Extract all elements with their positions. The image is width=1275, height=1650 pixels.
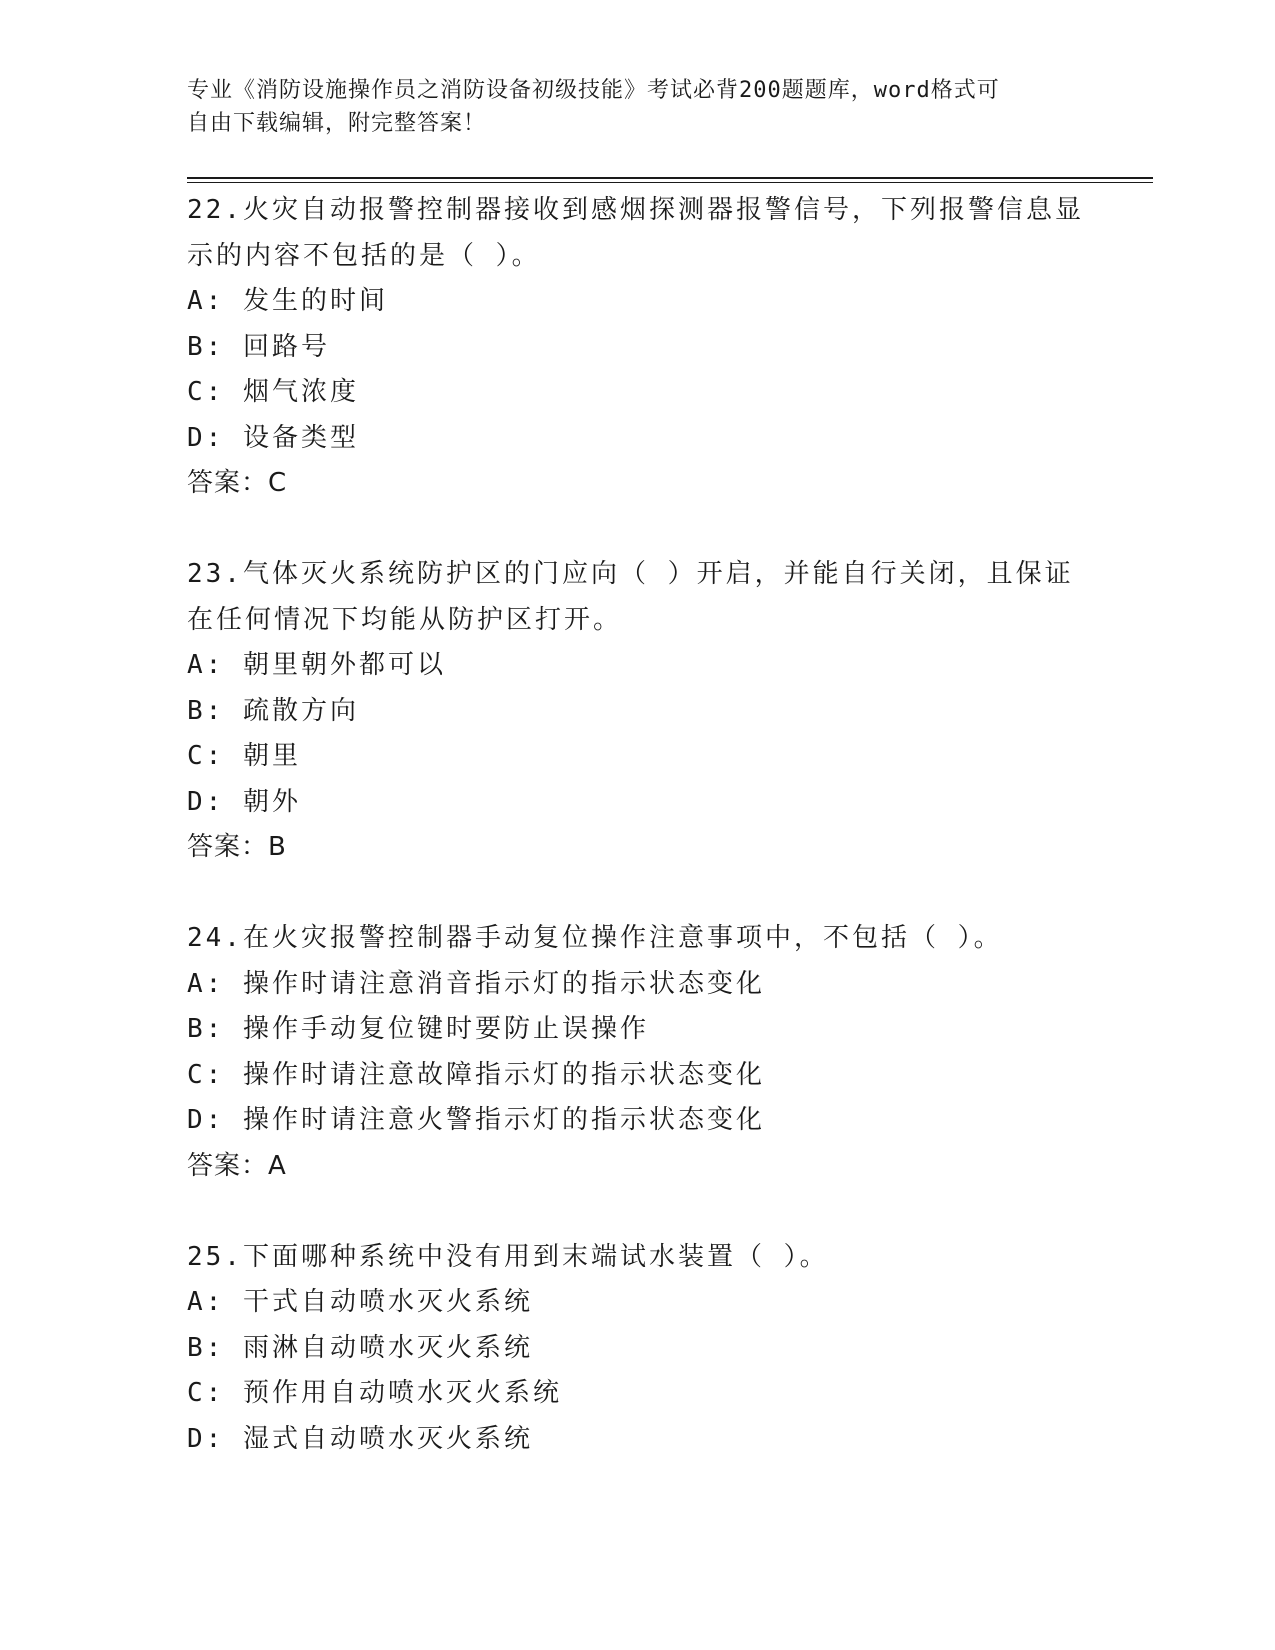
option-c: C: 操作时请注意故障指示灯的指示状态变化 bbox=[187, 1059, 765, 1090]
option-b: B: 雨淋自动喷水灭火系统 bbox=[187, 1332, 533, 1363]
question-stem-line: 24.在火灾报警控制器手动复位操作注意事项中，不包括（ ）。 bbox=[187, 923, 1003, 953]
option-b: B: 疏散方向 bbox=[187, 695, 359, 726]
header-line-1: 专业《消防设施操作员之消防设备初级技能》考试必背200题题库，word格式可 bbox=[187, 78, 1000, 103]
question-stem bbox=[187, 916, 1087, 962]
option-d: D: 操作时请注意火警指示灯的指示状态变化 bbox=[187, 1105, 765, 1135]
question-stem-line: 22.火灾自动报警控制器接收到感烟探测器报警信号，下列报警信息显 bbox=[187, 195, 1084, 225]
spacer bbox=[187, 1189, 1087, 1235]
question-stem-line: 示的内容不包括的是（ ）。 bbox=[187, 240, 541, 271]
question-23 bbox=[187, 552, 1087, 871]
question-24 bbox=[187, 916, 1087, 1189]
answer: 答案：B bbox=[187, 832, 287, 862]
option-a: A: 干式自动喷水灭火系统 bbox=[187, 1287, 533, 1317]
option-c: C: 预作用自动喷水灭火系统 bbox=[187, 1378, 562, 1408]
header-line-2: 自由下载编辑，附完整答案！ bbox=[187, 111, 487, 136]
spacer bbox=[187, 871, 1087, 917]
option-c: C: 朝里 bbox=[187, 741, 301, 771]
question-stem-line: 25.下面哪种系统中没有用到末端试水装置（ ）。 bbox=[187, 1241, 829, 1272]
question-22 bbox=[187, 188, 1087, 507]
question-stem bbox=[187, 188, 1087, 279]
question-25 bbox=[187, 1235, 1087, 1463]
option-c: C: 烟气浓度 bbox=[187, 377, 359, 407]
question-list bbox=[187, 188, 1087, 1462]
option-b: B: 操作手动复位键时要防止误操作 bbox=[187, 1014, 649, 1044]
header-divider bbox=[187, 177, 1153, 183]
document-header bbox=[187, 74, 1087, 140]
question-stem bbox=[187, 552, 1087, 643]
option-a: A: 朝里朝外都可以 bbox=[187, 650, 446, 680]
option-a: A: 操作时请注意消音指示灯的指示状态变化 bbox=[187, 968, 765, 999]
option-d: D: 湿式自动喷水灭火系统 bbox=[187, 1423, 533, 1454]
question-stem-line: 23.气体灭火系统防护区的门应向（ ）开启，并能自行关闭，且保证 bbox=[187, 559, 1074, 589]
question-stem bbox=[187, 1235, 1087, 1281]
answer: 答案：A bbox=[187, 1150, 287, 1181]
answer: 答案：C bbox=[187, 468, 288, 498]
option-b: B: 回路号 bbox=[187, 331, 330, 362]
option-a: A: 发生的时间 bbox=[187, 286, 388, 316]
option-d: D: 设备类型 bbox=[187, 422, 359, 453]
spacer bbox=[187, 507, 1087, 553]
option-d: D: 朝外 bbox=[187, 786, 301, 817]
question-stem-line: 在任何情况下均能从防护区打开。 bbox=[187, 604, 623, 635]
